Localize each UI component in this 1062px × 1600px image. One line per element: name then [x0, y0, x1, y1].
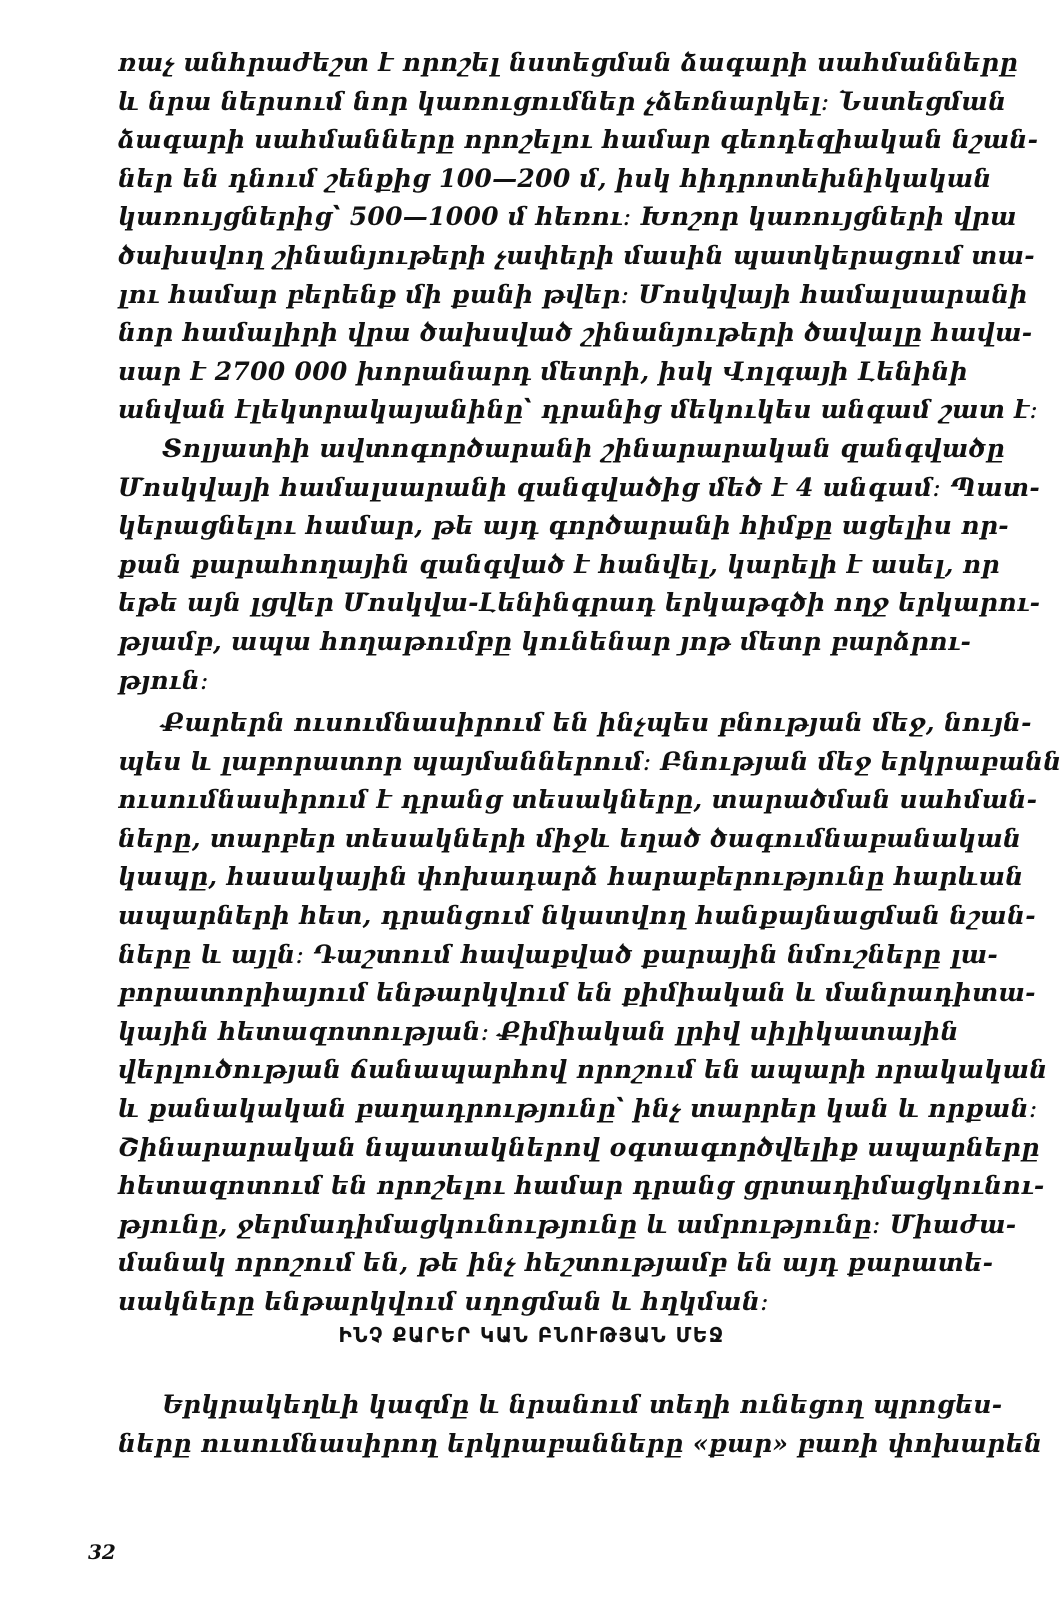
text-line: Քարերն ուսումնասիրում են ինչպես բնության մեջ, նույն- — [162, 708, 1032, 737]
text-line: լու համար բերենք մի քանի թվեր։ Մոսկվայի համալսարանի — [118, 279, 1028, 309]
text-line: Շինարարական նպատակներով օգտագործվելիք ապարները — [118, 1132, 1040, 1162]
text-line: Մոսկվայի համալսարանի զանգվածից մեծ է 4 անգամ։ Պատ- — [118, 472, 1040, 502]
text-line: թյամբ, ապա հողաթումբը կունենար յոթ մետր բարձրու- — [118, 626, 972, 656]
text-line: կային հետազոտության։ Քիմիական լրիվ սիլիկատային — [118, 1016, 959, 1046]
section-heading: ԻՆՉ ՔԱՐԵՐ ԿԱՆ ԲՆՈՒԹՅԱՆ ՄԵՋ — [338, 1323, 725, 1347]
text-line: ները և այլն։ Դաշտում հավաքված քարային նմուշները լա- — [118, 939, 999, 969]
text-line: մանակ որոշում են, թե ինչ հեշտությամբ են այդ քարատե- — [118, 1248, 994, 1278]
page-number: 32 — [88, 1540, 116, 1564]
text-line: ները ուսումնասիրող երկրաբանները «քար» բառի փոխարեն — [118, 1428, 1043, 1458]
paragraph-1 — [118, 44, 1041, 700]
text-line: քան քարահողային զանգված է հանվել, կարելի է ասել, որ — [118, 549, 1000, 579]
text-line: ներ են դնում շենքից 100—200 մ, իսկ հիդրոտեխնիկական — [118, 163, 992, 193]
text-line: անվան էլեկտրակայանինը՝ դրանից մեկուկես անգամ շատ է։ — [118, 395, 1039, 425]
text-line: վերլուծության ճանապարհով որոշում են ապարի որակական — [118, 1055, 1048, 1085]
text-line: կառույցներից՝ 500—1000 մ հեռու։ Խոշոր կառույցների վրա — [118, 202, 1017, 232]
text-line: կերացնելու համար, թե այդ գործարանի հիմքը ացելիս որ- — [118, 511, 1009, 541]
text-line: և քանակական բաղադրությունը՝ ինչ տարրեր կան և որքան։ — [118, 1093, 1038, 1123]
text-line: ուսումնասիրում է դրանց տեսակները, տարածման սահման- — [118, 785, 1038, 815]
text-line: թյուն։ — [118, 665, 209, 695]
text-line: բորատորիայում ենթարկվում են քիմիական և մանրադիտա- — [118, 978, 1036, 1008]
text-line: սակները ենթարկվում սղոցման և հղկման։ — [118, 1286, 769, 1316]
text-line: պես և լաբորատոր պայմաններում։ Բնության մեջ երկրաբանն — [118, 746, 1062, 776]
text-line: ապարների հետ, դրանցում նկատվող հանքայնացման նշան- — [118, 900, 1036, 930]
text-line: սար է 2700 000 խորանարդ մետրի, իսկ Վոլգայի Լենինի — [118, 356, 969, 386]
text-line: Տոլյատիի ավտոգործարանի շինարարական զանգվածը — [162, 433, 1005, 463]
text-line: և նրա ներսում նոր կառուցումներ չձեռնարկել։ Նստեցման — [118, 86, 1007, 116]
text-line: ծախսվող շինանյութերի չափերի մասին պատկերացում տա- — [118, 240, 1035, 270]
text-line: եթե այն լցվեր Մոսկվա-Լենինգրադ երկաթգծի ողջ երկարու- — [118, 588, 1041, 618]
text-line: ռաչ անհրաժեշտ է որոշել նստեցման ձագարի սահմանները — [118, 48, 1019, 77]
text-line: ները, տարբեր տեսակների միջև եղած ծագումնաբանական — [118, 823, 1022, 853]
text-line: թյունը, ջերմադիմացկունությունը և ամրությունը։ Միաժա- — [118, 1209, 1017, 1239]
paragraph-2 — [118, 704, 1062, 1322]
paragraph-3 — [118, 1386, 1043, 1463]
text-line: հետազոտում են որոշելու համար դրանց ցրտադիմացկունու- — [118, 1171, 1045, 1201]
text-line: կապը, հասակային փոխադարձ հարաբերությունը հարևան — [118, 862, 1024, 892]
text-line: ձագարի սահմանները որոշելու համար գեոդեզիական նշան- — [118, 125, 1039, 155]
text-line: նոր համալիրի վրա ծախսված շինանյութերի ծավալը հավա- — [118, 318, 1033, 348]
text-line: Երկրակեղևի կազմը և նրանում տեղի ունեցող պրոցես- — [162, 1390, 1003, 1419]
